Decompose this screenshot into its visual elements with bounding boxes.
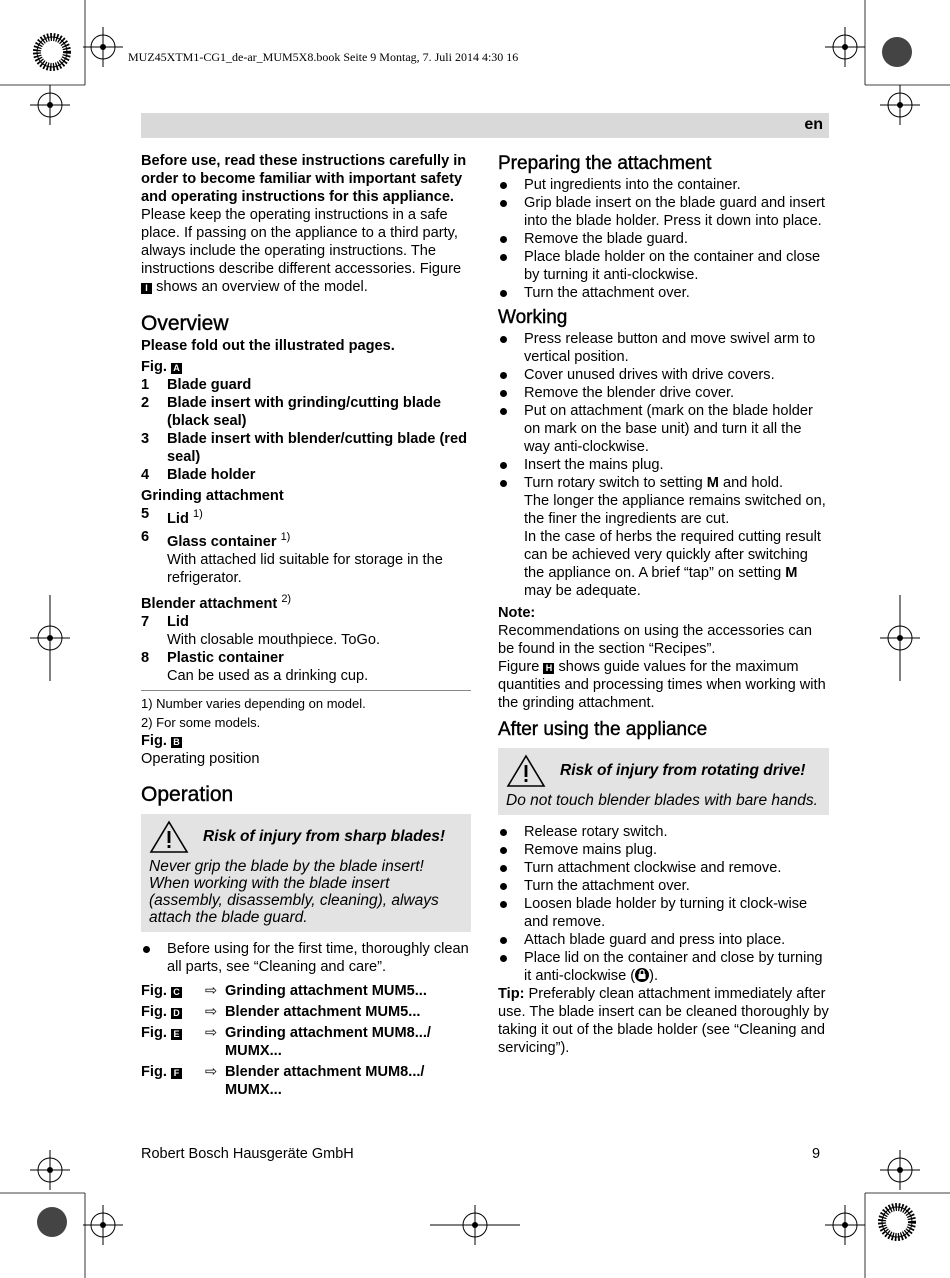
figure-references: [141, 982, 471, 1099]
intro-text: Please keep the operating instructions in a safe place. If passing on the appliance to a third party, always include the operating instructions. The instructions describe different accessories. Figure I shows an overview of the model.: [141, 207, 462, 295]
parts-list-grinding: [141, 505, 471, 587]
list-item: Press release button and move swivel arm to vertical position.: [498, 330, 829, 366]
note-label: Note:: [498, 605, 536, 621]
prep-list: [498, 176, 829, 302]
list-item: 4 Blade holder: [141, 467, 256, 483]
list-item: 2 Blade insert with grinding/cutting blade (black seal): [141, 395, 442, 429]
operation-list: [141, 940, 471, 976]
working-title: Working: [498, 307, 568, 328]
rotary-detail-1: The longer the appliance remains switched on, the finer the ingredients are cut.: [524, 493, 826, 527]
warning-triangle-icon: [149, 820, 189, 854]
list-item: Release rotary switch.: [498, 823, 829, 841]
list-item: Insert the mains plug.: [498, 456, 829, 474]
intro-bold: Before use, read these instructions carefully in order to become familiar with important safety and operating instructions for this appliance.: [141, 153, 467, 205]
note-figure-text: Figure H shows guide values for the maximum quantities and processing times when working with the grinding attachment.: [498, 659, 826, 711]
right-column: [498, 152, 829, 1057]
list-item: 3 Blade insert with blender/cutting blade (red seal): [141, 431, 468, 465]
warning-box-drive: [498, 748, 829, 815]
left-column: [141, 152, 471, 1099]
list-item: Place blade holder on the container and close by turning it anti-clockwise.: [498, 248, 829, 284]
footer-company: Robert Bosch Hausgeräte GmbH: [141, 1146, 354, 1162]
warning-text: Never grip the blade by the blade insert! When working with the blade insert (assembly, disassembly, cleaning), always attach the blade guard.: [149, 857, 439, 926]
list-item: Remove the blade guard.: [498, 230, 829, 248]
fig-b-ref: Fig. B: [141, 732, 471, 750]
after-title: After using the appliance: [498, 719, 708, 740]
list-item: 8 Plastic container Can be used as a drinking cup.: [141, 649, 369, 684]
parts-list-blender: [141, 613, 471, 685]
footnote-divider: [141, 690, 471, 691]
footnote: 1) Number varies depending on model.: [141, 695, 366, 711]
list-item: Place lid on the container and close by turning it anti-clockwise ( ).: [498, 949, 829, 985]
list-item: Turn the attachment over.: [498, 877, 829, 895]
list-item: Remove mains plug.: [498, 841, 829, 859]
parts-list-a: [141, 376, 471, 484]
tip: Tip: Preferably clean attachment immediately after use. The blade insert can be cleaned thoroughly by taking it out of the blade holder (see “Cleaning and servicing”).: [498, 986, 829, 1056]
warning-triangle-icon: [506, 754, 546, 788]
warning-title: Risk of injury from rotating drive!: [560, 762, 806, 779]
list-item: Put ingredients into the container.: [498, 176, 829, 194]
list-item: Turn attachment clockwise and remove.: [498, 859, 829, 877]
footnote: 2) For some models.: [141, 714, 261, 730]
language-bar: [141, 113, 829, 138]
list-item: Loosen blade holder by turning it clock-wise and remove.: [498, 895, 829, 931]
list-item: Remove the blender drive cover.: [498, 384, 829, 402]
working-list: [498, 330, 829, 492]
operation-title: Operation: [141, 782, 234, 806]
list-item: 7 Lid With closable mouthpiece. ToGo.: [141, 613, 381, 648]
list-item: 1 Blade guard: [141, 377, 252, 393]
warning-text: Do not touch blender blades with bare hands.: [506, 792, 818, 809]
list-item: 6 Glass container $^{1)}$ With attached lid suitable for storage in the refrigerator.: [141, 528, 443, 586]
blender-title: Blender attachment $^{2)}$: [141, 592, 292, 612]
list-item: Turn rotary switch to setting M and hold.: [498, 474, 829, 492]
print-meta: MUZ45XTM1-CG1_de-ar_MUM5X8.book Seite 9 Montag, 7. Juli 2014 4:30 16: [128, 50, 519, 64]
fig-row: Fig. E ⇨ Grinding attachment MUM8.../ MUMX...: [141, 1024, 431, 1059]
note-text: Recommendations on using the accessories can be found in the section “Recipes”.: [498, 623, 812, 657]
list-item: Cover unused drives with drive covers.: [498, 366, 829, 384]
fig-b-text: Operating position: [141, 750, 260, 767]
grinding-title: Grinding attachment: [141, 488, 284, 504]
padlock-icon: [635, 967, 649, 983]
list-item: Before using for the first time, thoroughly clean all parts, see “Cleaning and care”.: [141, 940, 471, 976]
fig-a-ref: Fig. A: [141, 358, 471, 376]
prep-title: Preparing the attachment: [498, 153, 712, 174]
fig-row: Fig. F ⇨ Blender attachment MUM8.../ MUMX...: [141, 1063, 425, 1098]
rotary-detail-2: In the case of herbs the required cutting result can be achieved very quickly after switching the appliance on. A brief “tap” on setting M may be adequate.: [524, 529, 821, 599]
language-code: en: [804, 116, 823, 133]
warning-title: Risk of injury from sharp blades!: [203, 827, 446, 845]
fig-row: Fig. D ⇨ Blender attachment MUM5...: [141, 1003, 421, 1020]
list-item: Attach blade guard and press into place.: [498, 931, 829, 949]
warning-box-blades: [141, 814, 471, 932]
overview-title: Overview: [141, 312, 229, 335]
fig-row: Fig. C ⇨ Grinding attachment MUM5...: [141, 982, 427, 999]
list-item: Put on attachment (mark on the blade holder on mark on the base unit) and turn it all the way anti-clockwise.: [498, 402, 829, 456]
fold-out-note: Please fold out the illustrated pages.: [141, 338, 395, 354]
page-number: 9: [812, 1146, 821, 1162]
list-item: Turn the attachment over.: [498, 284, 829, 302]
after-list: [498, 823, 829, 985]
list-item: 5 Lid $^{1)}$: [141, 506, 203, 527]
list-item: Grip blade insert on the blade guard and insert into the blade holder. Press it down into place.: [498, 194, 829, 230]
